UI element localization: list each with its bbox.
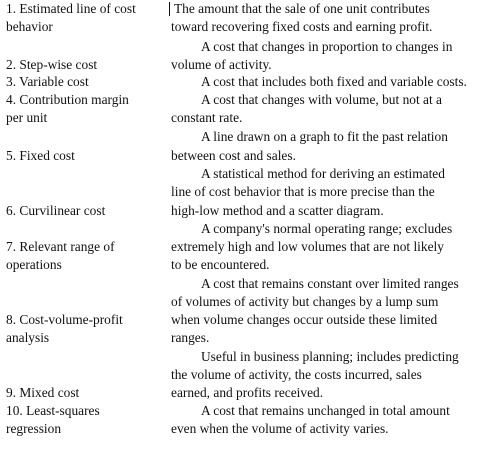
definition-2-line-2: volume of activity. <box>171 56 272 72</box>
term-4-line-2: per unit <box>6 110 48 125</box>
term-8-line-1: 8. Cost-volume-profit <box>6 312 123 327</box>
definition-5-line-2: between cost and sales. <box>171 148 296 163</box>
definition-10-line-2: even when the volume of activity varies. <box>171 421 389 436</box>
term-7-line-2: operations <box>6 257 62 272</box>
definition-10-line-1: A cost that remains unchanged in total amount <box>201 403 450 418</box>
definition-1-line-2: toward recovering fixed costs and earning profit. <box>171 18 433 34</box>
definition-8-line-1: A cost that remains constant over limited ranges <box>201 276 459 291</box>
term-10-line-2: regression <box>6 421 62 436</box>
definition-2-line-1: A cost that changes in proportion to changes in <box>201 38 453 54</box>
definition-1-line-1: The amount that the sale of one unit contributes <box>174 1 430 16</box>
definition-9-line-3: earned, and profits received. <box>171 385 324 400</box>
term-2: 2. Step-wise cost <box>6 56 98 72</box>
definition-7-line-2: extremely high and low volumes that are not likely <box>171 239 444 254</box>
term-6: 6. Curvilinear cost <box>6 203 106 218</box>
definition-6-line-3: high-low method and a scatter diagram. <box>171 203 384 218</box>
text-cursor <box>169 2 170 16</box>
term-1-line-2: behavior <box>6 18 53 34</box>
term-4-line-1: 4. Contribution margin <box>6 92 129 108</box>
definition-6-line-1: A statistical method for deriving an estimated <box>201 166 445 181</box>
term-7-line-1: 7. Relevant range of <box>6 239 115 254</box>
term-9: 9. Mixed cost <box>6 385 80 400</box>
term-5: 5. Fixed cost <box>6 148 75 163</box>
definition-8-line-3: when volume changes occur outside these limited <box>171 312 438 327</box>
term-1-line-1: 1. Estimated line of cost <box>6 1 136 16</box>
definition-6-line-2: line of cost behavior that is more precise than the <box>171 184 435 199</box>
term-8-line-2: analysis <box>6 330 50 345</box>
definition-8-line-4: ranges. <box>171 330 210 345</box>
definition-4-line-1: A cost that changes with volume, but not at a <box>201 92 442 108</box>
definition-9-line-1: Useful in business planning; includes predicting <box>201 349 459 364</box>
term-3: 3. Variable cost <box>6 74 89 90</box>
term-10-line-1: 10. Least-squares <box>6 403 100 418</box>
definition-7-line-3: to be encountered. <box>171 257 270 272</box>
definition-4-line-2: constant rate. <box>171 110 243 125</box>
definition-7-line-1: A company's normal operating range; excludes <box>201 221 453 236</box>
definition-8-line-2: of volumes of activity but changes by a lump sum <box>171 294 439 309</box>
definition-5-line-1: A line drawn on a graph to fit the past relation <box>201 129 448 144</box>
definition-3-line-1: A cost that includes both fixed and variable costs. <box>201 74 467 90</box>
definition-9-line-2: the volume of activity, the costs incurred, sales <box>171 367 422 382</box>
